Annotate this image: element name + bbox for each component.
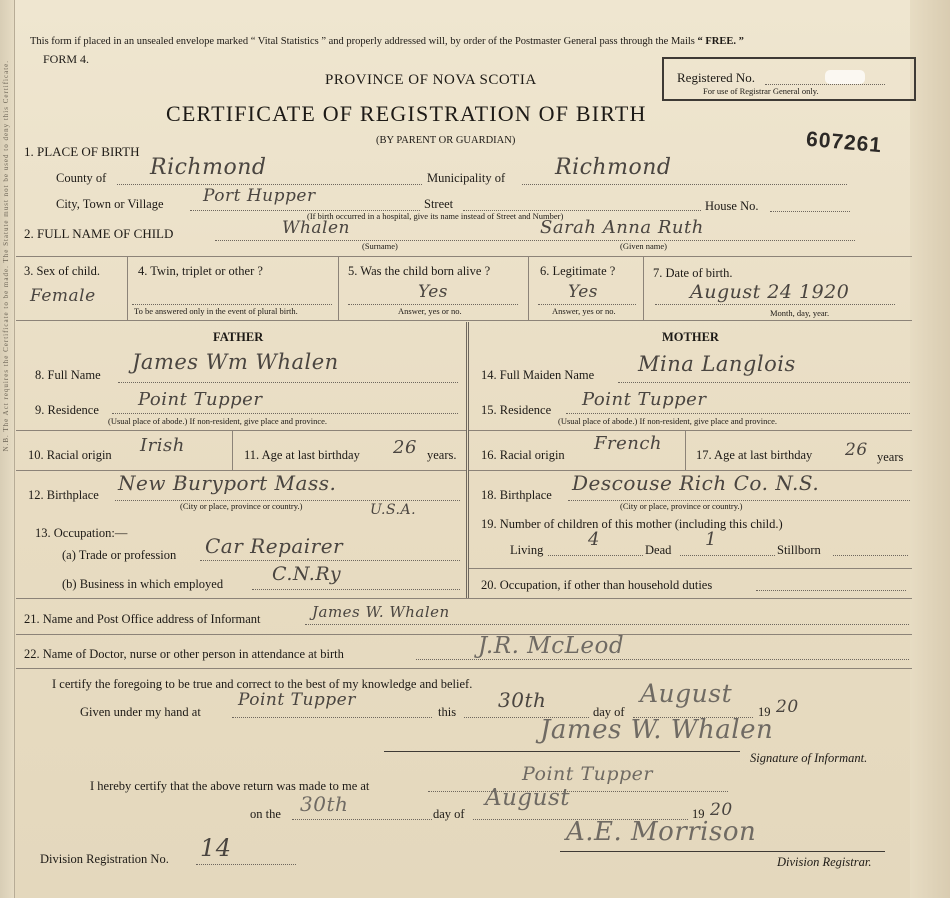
father-age-label: 11. Age at last birthday xyxy=(244,448,360,462)
stillborn-line xyxy=(833,555,908,556)
father-residence-value: Point Tupper xyxy=(138,389,263,410)
living-value: 4 xyxy=(588,529,600,550)
date-birth-caption: Month, day, year. xyxy=(770,308,830,318)
mother-occupation-label: 20. Occupation, if other than household duties xyxy=(481,578,713,592)
father-birthplace-label: 12. Birthplace xyxy=(28,488,99,502)
divider-10-11 xyxy=(232,430,233,470)
received-place-value: Point Tupper xyxy=(522,763,654,785)
informant-line xyxy=(305,624,909,625)
mother-residence-value: Point Tupper xyxy=(582,389,707,410)
mother-age-value: 26 xyxy=(845,440,868,460)
day-of-label: day of xyxy=(593,705,625,719)
received-place-line xyxy=(428,791,728,792)
born-alive-label: 5. Was the child born alive ? xyxy=(348,264,491,278)
rule-occupation-mother xyxy=(469,568,912,569)
father-birthplace-country: U.S.A. xyxy=(370,502,417,518)
registered-no-label: Registered No. xyxy=(677,70,755,85)
mother-residence-line xyxy=(566,413,910,414)
divider-4-5 xyxy=(338,256,339,320)
rule-row3-top xyxy=(16,256,912,257)
county-label: County of xyxy=(56,171,107,185)
dead-value: 1 xyxy=(705,529,717,550)
business-value: C.N.Ry xyxy=(272,563,342,585)
informant-signature-line xyxy=(384,751,740,752)
divider-3-4 xyxy=(127,256,128,320)
legitimate-line xyxy=(538,304,636,305)
year-prefix-label: 19 xyxy=(758,705,771,719)
division-registrar-caption: Division Registrar. xyxy=(777,855,872,869)
municipality-value: Richmond xyxy=(555,155,672,180)
date-birth-label: 7. Date of birth. xyxy=(653,266,733,280)
legitimate-label: 6. Legitimate ? xyxy=(540,264,616,278)
divider-6-7 xyxy=(643,256,644,320)
mother-racial-label: 16. Racial origin xyxy=(481,448,565,462)
father-name-label: 8. Full Name xyxy=(35,368,101,382)
mother-birthplace-value: Descouse Rich Co. N.S. xyxy=(572,471,820,495)
given-place-value: Point Tupper xyxy=(238,690,356,710)
born-alive-value: Yes xyxy=(418,282,449,302)
hereby-certify-label: I hereby certify that the above return was made to me at xyxy=(90,779,370,793)
mother-years-label: years xyxy=(877,450,904,464)
received-day-value: 30th xyxy=(300,792,349,816)
given-name-caption: (Given name) xyxy=(620,241,667,251)
born-alive-line xyxy=(348,304,518,305)
business-label: (b) Business in which employed xyxy=(62,577,224,591)
rule-informant-top xyxy=(16,598,912,599)
div-reg-no-value: 14 xyxy=(200,834,232,862)
father-mother-divider xyxy=(466,322,469,598)
county-value: Richmond xyxy=(150,155,267,180)
postal-notice: This form if placed in an unsealed envelope marked “ Vital Statistics ” and properly addressed will, by order of the Postmaster General pass through the Mails “ FREE. ” xyxy=(30,36,744,47)
informant-label: 21. Name and Post Office address of Informant xyxy=(24,612,261,626)
free-label: “ FREE. ” xyxy=(697,36,744,47)
certify-statement: I certify the foregoing to be true and correct to the best of my knowledge and belief. xyxy=(52,677,473,691)
twin-note: To be answered only in the event of plural birth. xyxy=(134,306,298,316)
twin-line xyxy=(132,304,332,305)
dead-label: Dead xyxy=(645,543,672,557)
date-birth-line xyxy=(655,304,895,305)
div-reg-no-line xyxy=(196,864,296,865)
rule-father-racial-top xyxy=(16,430,466,431)
mother-name-value: Mina Langlois xyxy=(638,352,796,376)
father-years-label: years. xyxy=(427,448,457,462)
father-residence-label: 9. Residence xyxy=(35,403,99,417)
on-the-label: on the xyxy=(250,807,281,821)
given-month-value: August xyxy=(640,679,733,708)
received-month-value: August xyxy=(485,785,571,811)
father-racial-value: Irish xyxy=(140,435,185,456)
legitimate-note: Answer, yes or no. xyxy=(552,306,616,316)
child-surname-value: Whalen xyxy=(282,218,351,238)
mother-abode-caption: (Usual place of abode.) If non-resident, give place and province. xyxy=(558,416,778,426)
divider-5-6 xyxy=(528,256,529,320)
date-birth-value: August 24 1920 xyxy=(690,281,850,303)
twin-label: 4. Twin, triplet or other ? xyxy=(138,264,263,278)
rule-row3-bottom xyxy=(16,320,912,321)
registrar-signature-line xyxy=(560,851,885,852)
doctor-line xyxy=(416,659,909,660)
surname-caption: (Surname) xyxy=(362,241,398,251)
sex-value: Female xyxy=(30,286,96,306)
municipality-line xyxy=(522,184,847,185)
informant-value: James W. Whalen xyxy=(312,603,450,621)
business-line xyxy=(252,589,460,590)
born-alive-note: Answer, yes or no. xyxy=(398,306,462,316)
province-heading: PROVINCE OF NOVA SCOTIA xyxy=(325,72,537,88)
doctor-value: J.R. McLeod xyxy=(478,633,625,659)
father-age-value: 26 xyxy=(393,437,417,458)
father-birthplace-value: New Buryport Mass. xyxy=(118,471,337,495)
this-label: this xyxy=(438,705,457,719)
div-reg-no-label: Division Registration No. xyxy=(40,852,169,866)
certificate-stamp-number: 607261 xyxy=(805,127,883,158)
certificate-title: CERTIFICATE OF REGISTRATION OF BIRTH xyxy=(166,101,647,126)
day-of-label-2: day of xyxy=(433,807,465,821)
city-value: Port Hupper xyxy=(203,186,316,206)
rule-mother-racial-top xyxy=(469,430,912,431)
year-prefix-label-2: 19 xyxy=(692,807,705,821)
registrar-use-note: For use of Registrar General only. xyxy=(703,86,819,96)
father-heading: FATHER xyxy=(213,330,264,344)
given-under-label: Given under my hand at xyxy=(80,705,201,719)
mother-name-line xyxy=(618,382,910,383)
trade-line xyxy=(200,560,460,561)
house-no-label: House No. xyxy=(705,199,759,213)
mother-racial-value: French xyxy=(594,433,663,454)
house-no-line xyxy=(770,211,850,212)
father-racial-label: 10. Racial origin xyxy=(28,448,112,462)
certificate-subtitle: (BY PARENT OR GUARDIAN) xyxy=(376,135,516,146)
right-paper-edge xyxy=(910,0,950,898)
county-line xyxy=(117,184,422,185)
living-line xyxy=(548,555,643,556)
father-birthplace-caption: (City or place, province or country.) xyxy=(180,501,303,511)
trade-value: Car Repairer xyxy=(205,534,344,558)
form-number: FORM 4. xyxy=(43,52,90,66)
city-label: City, Town or Village xyxy=(56,197,164,211)
mother-birthplace-caption: (City or place, province or country.) xyxy=(620,501,743,511)
father-name-value: James Wm Whalen xyxy=(132,350,339,374)
signature-informant-caption: Signature of Informant. xyxy=(750,751,868,765)
municipality-label: Municipality of xyxy=(427,171,506,185)
registered-no-line xyxy=(765,84,885,85)
informant-signature: James W. Whalen xyxy=(540,715,774,745)
dead-line xyxy=(680,555,775,556)
rule-doctor-top xyxy=(16,634,912,635)
registrar-signature: A.E. Morrison xyxy=(566,817,757,847)
given-day-value: 30th xyxy=(498,688,547,712)
mother-birthplace-label: 18. Birthplace xyxy=(481,488,552,502)
sex-label: 3. Sex of child. xyxy=(24,264,101,278)
mother-name-label: 14. Full Maiden Name xyxy=(481,368,595,382)
child-name-line xyxy=(215,240,855,241)
rule-certify-top xyxy=(16,668,912,669)
child-given-name-value: Sarah Anna Ruth xyxy=(540,217,704,238)
given-year-value: 20 xyxy=(776,697,799,717)
hospital-note: (If birth occurred in a hospital, give its name instead of Street and Number) xyxy=(307,211,564,221)
occupation-label: 13. Occupation:— xyxy=(35,526,128,540)
left-binding-edge: N.B. The Act requires the Certificate to be made. The Statute must not be used to deny this Certificate. xyxy=(0,0,15,898)
stillborn-label: Stillborn xyxy=(777,543,821,557)
divider-16-17 xyxy=(685,430,686,470)
received-year-value: 20 xyxy=(710,800,733,820)
living-label: Living xyxy=(510,543,544,557)
street-label: Street xyxy=(424,197,454,211)
mother-age-label: 17. Age at last birthday xyxy=(696,448,813,462)
mother-residence-label: 15. Residence xyxy=(481,403,552,417)
doctor-label: 22. Name of Doctor, nurse or other person in attendance at birth xyxy=(24,647,344,661)
father-name-line xyxy=(118,382,458,383)
mother-occupation-line xyxy=(756,590,906,591)
trade-label: (a) Trade or profession xyxy=(62,548,177,562)
redacted-registration-number xyxy=(825,70,865,84)
father-residence-line xyxy=(112,413,458,414)
received-day-line xyxy=(292,819,432,820)
legitimate-value: Yes xyxy=(568,282,599,302)
given-place-line xyxy=(232,717,432,718)
mother-heading: MOTHER xyxy=(662,330,719,344)
place-of-birth-label: 1. PLACE OF BIRTH xyxy=(24,144,140,159)
father-abode-caption: (Usual place of abode.) If non-resident, give place and province. xyxy=(108,416,328,426)
full-name-child-label: 2. FULL NAME OF CHILD xyxy=(24,226,174,241)
num-children-label: 19. Number of children of this mother (including this child.) xyxy=(481,517,783,531)
